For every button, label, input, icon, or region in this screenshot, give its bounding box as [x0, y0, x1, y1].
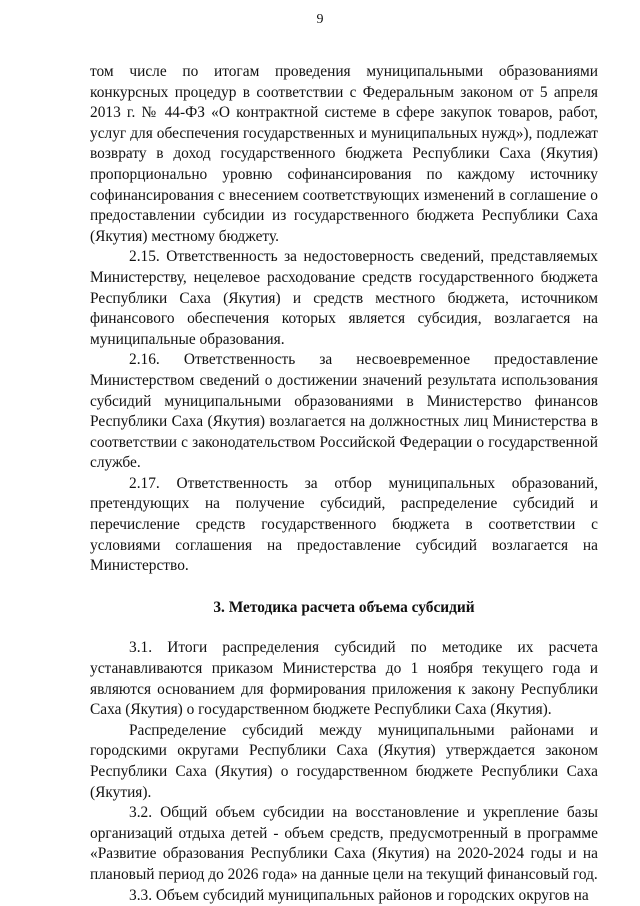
section-heading: 3. Методика расчета объема субсидий — [213, 598, 475, 616]
paragraph-3-2: 3.2. Общий объем субсидии на восстановление и укрепление базы организаций отдыха детей - объем средств, предусмотренный в программе «Развитие образования Республики Саха (Якутия) на 2020-2024 годы и на плановый период до 2026 года» на данные цели на текущий финансовый год. — [90, 804, 598, 883]
paragraph-3-1: 3.1. Итоги распределения субсидий по методике их расчета устанавливаются приказом Министерства до 1 ноября текущего года и являются основанием для формирования приложения к закону Республики Саха (Якутия) о государственном бюджете Республики Саха (Якутия). — [90, 639, 598, 719]
paragraph-continuation: том числе по итогам проведения муниципальными образованиями конкурсных процедур в соответствии с Федеральным законом от 5 апреля 2013 г. № 44-ФЗ «О контрактной системе в сфере закупок товаров, работ, услуг для обеспечения государственных и муниципальных нужд»), подлежат возврату в доход государственного бюджета Республики Саха (Якутия) пропорционально уровню софинансирования по каждому источнику софинансирования с внесением соответствующих изменений в соглашение о предоставлении субсидии из государственного бюджета Республики Саха (Якутия) местному бюджету. — [90, 63, 598, 245]
paragraph-2-15: 2.15. Ответственность за недостоверность сведений, представляемых Министерству, нецелевое расходование средств государственного бюджета Республики Саха (Якутия) и средств местного бюджета, источником финансового обеспечения которых является субсидия, возлагается на муниципальные образования. — [90, 248, 598, 348]
document-body — [90, 62, 598, 906]
paragraph-2-17: 2.17. Ответственность за отбор муниципальных образований, претендующих на получение субсидий, распределение субсидий и перечисление средств государственного бюджета в соответствии с условиями соглашения на предоставление субсидий возлагается на Министерство. — [90, 474, 598, 575]
page-number: 9 — [316, 12, 324, 27]
paragraph-3-3: 3.3. Объем субсидий муниципальных районов и городских округов на — [129, 886, 589, 904]
paragraph-2-16: 2.16. Ответственность за несвоевременное предоставление Министерством сведений о достижении значений результата использования субсидий муниципальными образованиями в Министерство финансов Республики Саха (Якутия) возлагается на должностных лиц Министерства в соответствии с законодательством Российской Федерации о государственной службе. — [90, 351, 598, 472]
paragraph-distribution: Распределение субсидий между муниципальными районами и городскими округами Республики Саха (Якутия) утверждается законом Республики Саха (Якутия) о государственном бюджете Республики Саха (Якутия). — [90, 721, 598, 801]
